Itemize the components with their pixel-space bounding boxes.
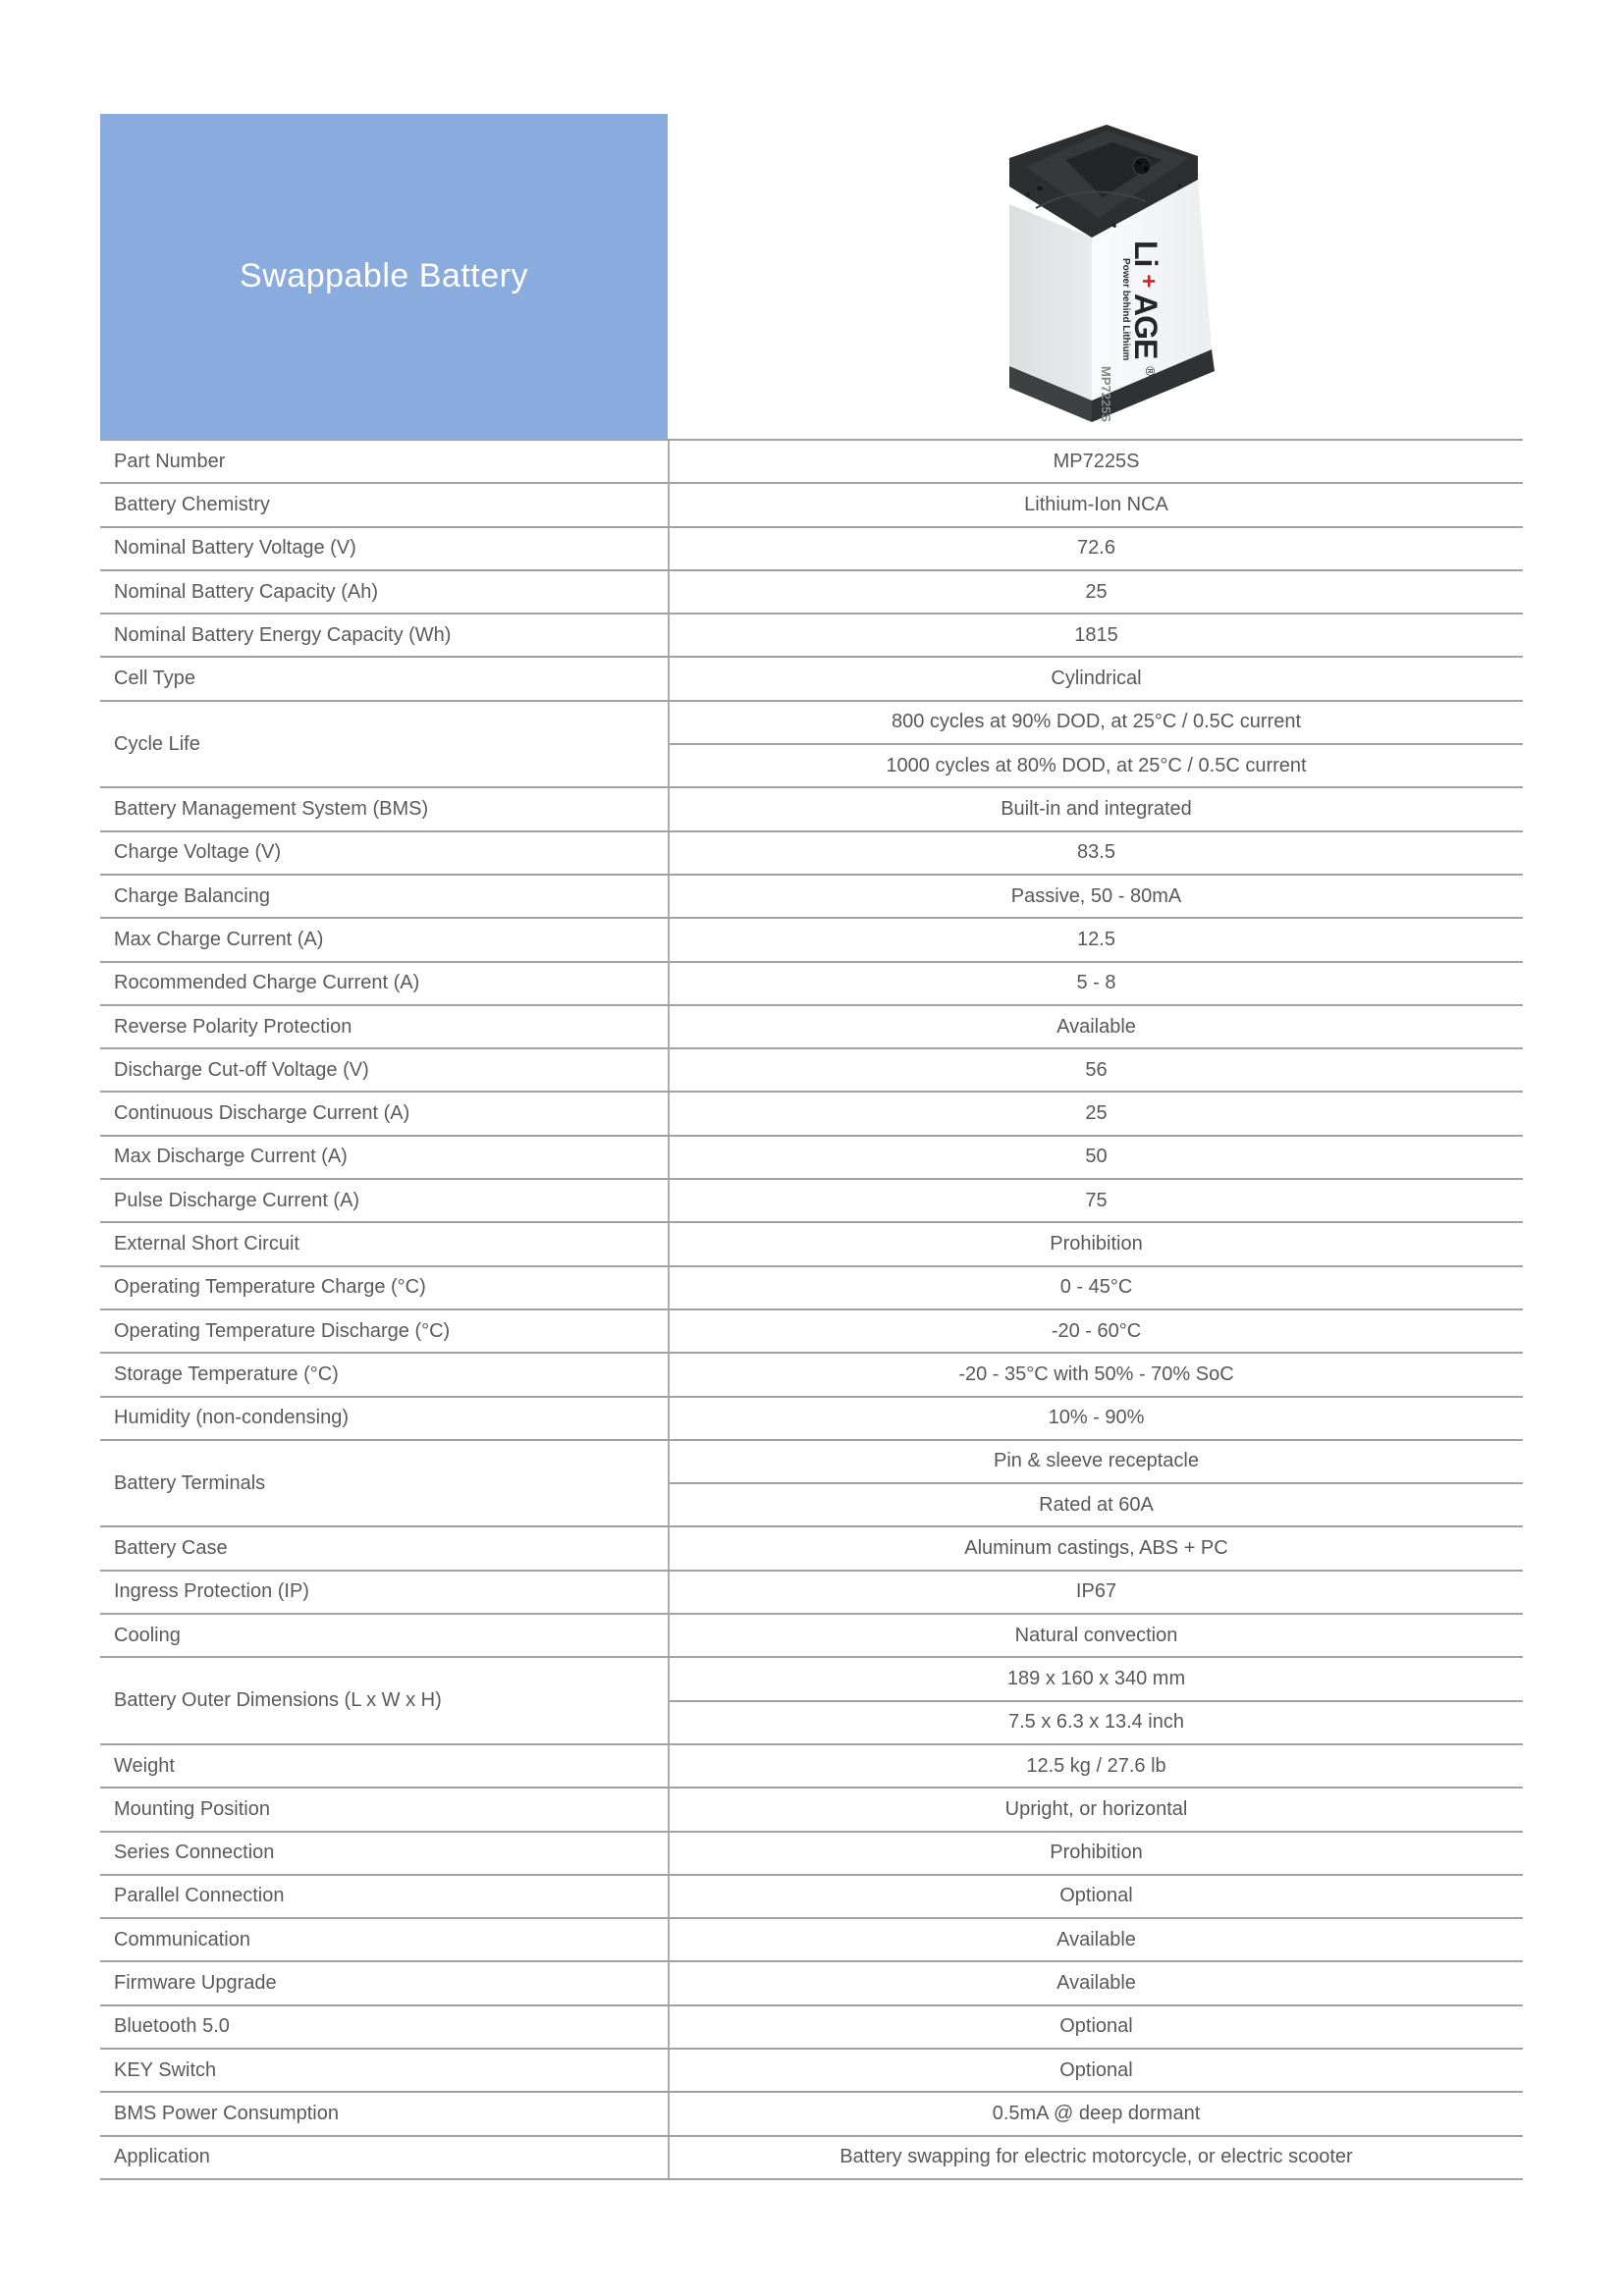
table-row bbox=[100, 1308, 1523, 1352]
spec-value-line: 10% - 90% bbox=[1048, 1407, 1145, 1429]
spec-value-line: Passive, 50 - 80mA bbox=[1010, 884, 1182, 907]
brand-tagline: Power behind Lithium bbox=[1120, 258, 1131, 361]
spec-value bbox=[670, 1572, 1523, 1613]
spec-value-line: 0 - 45°C bbox=[1059, 1276, 1133, 1299]
spec-label: Firmware Upgrade bbox=[100, 1962, 670, 2003]
header-banner bbox=[100, 114, 668, 439]
spec-label: Continuous Discharge Current (A) bbox=[100, 1093, 670, 1134]
spec-value-line: Lithium-Ion NCA bbox=[1024, 493, 1168, 515]
spec-value-line: 25 bbox=[1085, 580, 1108, 603]
spec-label: Part Number bbox=[100, 441, 670, 482]
spec-value bbox=[670, 1006, 1523, 1047]
spec-value bbox=[670, 1310, 1523, 1352]
spec-value bbox=[670, 441, 1523, 482]
table-row bbox=[100, 786, 1523, 829]
svg-text:Li + AGE bbox=[1128, 240, 1169, 376]
spec-label: Charge Balancing bbox=[100, 876, 670, 917]
spec-value bbox=[670, 1919, 1523, 1960]
spec-label: Battery Management System (BMS) bbox=[100, 788, 670, 829]
table-row bbox=[100, 1004, 1523, 1047]
table-row bbox=[100, 1787, 1523, 1830]
table-row bbox=[100, 700, 1523, 787]
connector-port bbox=[1133, 157, 1151, 175]
table-row bbox=[100, 1613, 1523, 1656]
spec-value bbox=[670, 1658, 1523, 1743]
brand-age: AGE bbox=[1128, 294, 1164, 359]
brand-li: Li bbox=[1128, 240, 1164, 267]
table-row bbox=[100, 1091, 1523, 1134]
spec-value bbox=[670, 658, 1523, 699]
spec-label: Parallel Connection bbox=[100, 1876, 670, 1917]
spec-value bbox=[670, 1049, 1523, 1091]
spec-value-line: Optional bbox=[1059, 1885, 1133, 1907]
table-row bbox=[100, 2135, 1523, 2178]
spec-value-line: Cylindrical bbox=[1051, 667, 1142, 690]
spec-value bbox=[670, 1615, 1523, 1656]
spec-value-line: 7.5 x 6.3 x 13.4 inch bbox=[670, 1700, 1523, 1743]
spec-value-line: 12.5 bbox=[1077, 928, 1115, 950]
spec-value-line: 72.6 bbox=[1077, 537, 1115, 560]
spec-value-line: 56 bbox=[1085, 1058, 1108, 1081]
spec-value-line: 75 bbox=[1085, 1189, 1108, 1211]
table-row bbox=[100, 1178, 1523, 1221]
spec-value-line: Prohibition bbox=[1050, 1232, 1143, 1255]
spec-value-line: 12.5 kg / 27.6 lb bbox=[1026, 1754, 1166, 1777]
spec-value-line: Optional bbox=[1059, 2015, 1133, 2038]
spec-value bbox=[670, 2093, 1523, 2134]
table-row bbox=[100, 1570, 1523, 1613]
spec-value bbox=[670, 1962, 1523, 2003]
table-row bbox=[100, 1525, 1523, 1569]
spec-value bbox=[670, 876, 1523, 917]
table-row bbox=[100, 439, 1523, 482]
spec-value bbox=[670, 1354, 1523, 1395]
table-row bbox=[100, 1743, 1523, 1787]
table-row bbox=[100, 656, 1523, 699]
spec-value bbox=[670, 1745, 1523, 1787]
battery-product-image bbox=[997, 113, 1222, 432]
table-row bbox=[100, 1135, 1523, 1178]
spec-table bbox=[100, 439, 1523, 2180]
table-row bbox=[100, 1831, 1523, 1874]
table-row bbox=[100, 482, 1523, 525]
table-row bbox=[100, 2048, 1523, 2091]
table-row bbox=[100, 569, 1523, 613]
table-row bbox=[100, 1960, 1523, 2003]
spec-value-line: 5 - 8 bbox=[1076, 972, 1116, 994]
spec-label: Reverse Polarity Protection bbox=[100, 1006, 670, 1047]
spec-value-line: Prohibition bbox=[1050, 1842, 1143, 1864]
spec-value-line: 800 cycles at 90% DOD, at 25°C / 0.5C current bbox=[891, 711, 1302, 733]
table-row bbox=[100, 2091, 1523, 2134]
spec-label: Weight bbox=[100, 1745, 670, 1787]
table-row bbox=[100, 874, 1523, 917]
spec-value bbox=[670, 1267, 1523, 1308]
spec-value bbox=[670, 1180, 1523, 1221]
registered-mark: ® bbox=[1143, 366, 1158, 375]
table-row bbox=[100, 2004, 1523, 2048]
spec-value-line: 189 x 160 x 340 mm bbox=[1006, 1667, 1186, 1689]
spec-label: Max Discharge Current (A) bbox=[100, 1137, 670, 1178]
table-row bbox=[100, 1352, 1523, 1395]
spec-label: Series Connection bbox=[100, 1833, 670, 1874]
spec-value-line: 83.5 bbox=[1077, 841, 1115, 864]
spec-label: Operating Temperature Charge (°C) bbox=[100, 1267, 670, 1308]
spec-value-line: 1815 bbox=[1074, 623, 1118, 646]
spec-value-line: Natural convection bbox=[1014, 1624, 1178, 1646]
spec-label: External Short Circuit bbox=[100, 1223, 670, 1264]
table-row bbox=[100, 1656, 1523, 1743]
spec-value bbox=[670, 1833, 1523, 1874]
spec-value bbox=[670, 1789, 1523, 1830]
spec-value bbox=[670, 2137, 1523, 2178]
spec-value-line: Rated at 60A bbox=[670, 1482, 1523, 1525]
spec-label: Storage Temperature (°C) bbox=[100, 1354, 670, 1395]
spec-label: KEY Switch bbox=[100, 2050, 670, 2091]
spec-value bbox=[670, 484, 1523, 525]
spec-value bbox=[670, 1398, 1523, 1439]
spec-label: Ingress Protection (IP) bbox=[100, 1572, 670, 1613]
spec-value-line: Battery swapping for electric motorcycle, or electric scooter bbox=[839, 2146, 1353, 2168]
spec-label: Cycle Life bbox=[100, 702, 670, 787]
spec-label: Nominal Battery Voltage (V) bbox=[100, 528, 670, 569]
table-row bbox=[100, 1396, 1523, 1439]
spec-value bbox=[670, 1441, 1523, 1526]
spec-label: Mounting Position bbox=[100, 1789, 670, 1830]
spec-value bbox=[670, 1093, 1523, 1134]
spec-value-line: -20 - 60°C bbox=[1051, 1319, 1142, 1342]
spec-label: Cooling bbox=[100, 1615, 670, 1656]
table-row bbox=[100, 613, 1523, 656]
spec-value-line: Available bbox=[1056, 1015, 1136, 1038]
spec-value bbox=[670, 1527, 1523, 1569]
spec-value bbox=[670, 2006, 1523, 2048]
spec-label: BMS Power Consumption bbox=[100, 2093, 670, 2134]
spec-label: Battery Chemistry bbox=[100, 484, 670, 525]
spec-label: Charge Voltage (V) bbox=[100, 832, 670, 874]
spec-label: Application bbox=[100, 2137, 670, 2178]
spec-label: Battery Outer Dimensions (L x W x H) bbox=[100, 1658, 670, 1743]
spec-value-line: Pin & sleeve receptacle bbox=[993, 1450, 1199, 1472]
table-row bbox=[100, 1047, 1523, 1091]
spec-value bbox=[670, 1223, 1523, 1264]
spec-value-line: 0.5mA @ deep dormant bbox=[992, 2102, 1201, 2124]
spec-label: Bluetooth 5.0 bbox=[100, 2006, 670, 2048]
spec-value-line: 1000 cycles at 80% DOD, at 25°C / 0.5C current bbox=[670, 743, 1523, 786]
table-row bbox=[100, 830, 1523, 874]
spec-label: Rocommended Charge Current (A) bbox=[100, 963, 670, 1004]
spec-value bbox=[670, 1876, 1523, 1917]
spec-value-line: IP67 bbox=[1075, 1580, 1117, 1603]
spec-value bbox=[670, 788, 1523, 829]
spec-label: Max Charge Current (A) bbox=[100, 919, 670, 960]
spec-label: Discharge Cut-off Voltage (V) bbox=[100, 1049, 670, 1091]
spec-value bbox=[670, 832, 1523, 874]
spec-value bbox=[670, 963, 1523, 1004]
table-row bbox=[100, 1874, 1523, 1917]
spec-label: Battery Terminals bbox=[100, 1441, 670, 1526]
table-row bbox=[100, 1439, 1523, 1526]
spec-label: Nominal Battery Energy Capacity (Wh) bbox=[100, 614, 670, 656]
spec-label: Battery Case bbox=[100, 1527, 670, 1569]
spec-value-line: Optional bbox=[1059, 2058, 1133, 2081]
spec-label: Humidity (non-condensing) bbox=[100, 1398, 670, 1439]
spec-value-line: Built-in and integrated bbox=[1001, 798, 1192, 821]
spec-value-line: Available bbox=[1056, 1972, 1136, 1995]
spec-value bbox=[670, 919, 1523, 960]
table-row bbox=[100, 1221, 1523, 1264]
table-row bbox=[100, 526, 1523, 569]
spec-label: Communication bbox=[100, 1919, 670, 1960]
spec-label: Pulse Discharge Current (A) bbox=[100, 1180, 670, 1221]
table-row bbox=[100, 1265, 1523, 1308]
spec-value bbox=[670, 702, 1523, 787]
spec-value bbox=[670, 614, 1523, 656]
spec-label: Nominal Battery Capacity (Ah) bbox=[100, 571, 670, 613]
model-number-label: MP7225S bbox=[1099, 366, 1113, 423]
spec-value-line: Aluminum castings, ABS + PC bbox=[964, 1537, 1228, 1560]
table-row bbox=[100, 1917, 1523, 1960]
spec-value-line: Available bbox=[1056, 1928, 1136, 1950]
table-row bbox=[100, 961, 1523, 1004]
page-title: Swappable Battery bbox=[240, 257, 528, 294]
spec-value-line: Upright, or horizontal bbox=[1004, 1797, 1188, 1820]
spec-value-line: 50 bbox=[1085, 1146, 1108, 1168]
spec-label: Cell Type bbox=[100, 658, 670, 699]
spec-label: Operating Temperature Discharge (°C) bbox=[100, 1310, 670, 1352]
spec-value bbox=[670, 528, 1523, 569]
table-row bbox=[100, 917, 1523, 960]
spec-value-line: -20 - 35°C with 50% - 70% SoC bbox=[958, 1362, 1234, 1385]
spec-value bbox=[670, 2050, 1523, 2091]
spec-value bbox=[670, 1137, 1523, 1178]
spec-value bbox=[670, 571, 1523, 613]
spec-value-line: 25 bbox=[1085, 1102, 1108, 1125]
brand-plus: + bbox=[1135, 274, 1162, 288]
spec-value-line: MP7225S bbox=[1053, 450, 1140, 472]
